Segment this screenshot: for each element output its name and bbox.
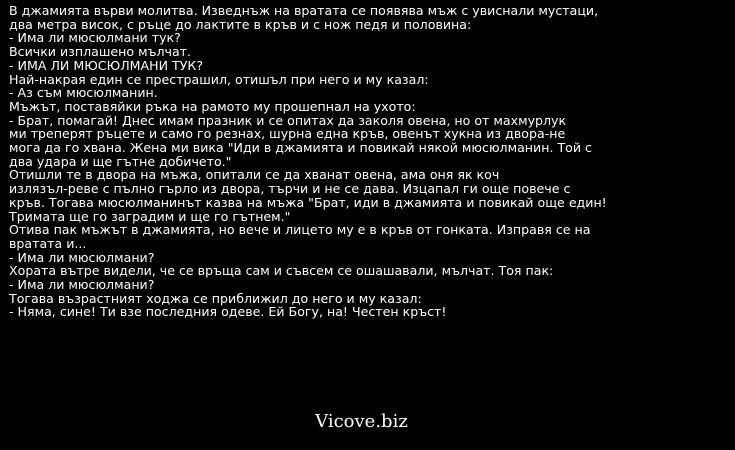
joke-line: мога да го хвана. Жена ми вика "Иди в джамията и повикай някой мюсюлманин. Той с bbox=[9, 140, 592, 156]
joke-line: - ИМА ЛИ МЮСЮЛМАНИ ТУК? bbox=[9, 57, 204, 73]
joke-line: Хората вътре видели, че се връща сам и съвсем се ошашавали, мълчат. Тоя пак: bbox=[9, 263, 554, 279]
joke-line: В джамията върви молитва. Изведнъж на вратата се появява мъж с увиснали мустаци, bbox=[9, 3, 599, 18]
joke-text-block bbox=[9, 4, 731, 319]
joke-line: - Аз съм мюсюлманин. bbox=[9, 85, 158, 101]
joke-line: - Има ли мюсюлмани? bbox=[9, 277, 155, 293]
joke-line: Всички изплашено мълчат. bbox=[9, 44, 192, 60]
joke-line: - Няма, сине! Ти взе последния одеве. Ей Богу, на! Честен кръст! bbox=[9, 304, 447, 320]
joke-line: два удара и ще гътне добичето." bbox=[9, 153, 232, 169]
joke-line: Отишли те в двора на мъжа, опитали се да хванат овена, ама оня як коч bbox=[9, 167, 500, 183]
joke-line: - Има ли мюсюлмани? bbox=[9, 249, 155, 265]
joke-line: - Има ли мюсюлмани тук? bbox=[9, 30, 181, 46]
joke-line: Тримата ще го заградим и ще го гътнем." bbox=[9, 208, 291, 224]
joke-line: Отива пак мъжът в джамията, но вече и лицето му е в кръв от гонката. Изправя се на bbox=[9, 222, 591, 238]
joke-line: Тогава възрастният ходжа се приближил до него и му казал: bbox=[9, 290, 422, 306]
joke-line: ми треперят ръцете и само го резнах, шурна една кръв, овенът хукна из двора-не bbox=[9, 126, 566, 142]
joke-line: два метра висок, с ръце до лактите в кръв и с нож педя и половина: bbox=[9, 16, 472, 32]
site-watermark: Vicove.biz bbox=[315, 411, 408, 432]
joke-line: Най-накрая един се престрашил, отишъл при него и му казал: bbox=[9, 71, 429, 87]
joke-line: вратата и... bbox=[9, 235, 87, 251]
joke-line: излязъл-реве с пълно гърло из двора, търчи и не се дава. Изцапал ги още повече с bbox=[9, 181, 571, 197]
joke-line: Мъжът, поставяйки ръка на рамото му прошепнал на ухото: bbox=[9, 98, 416, 114]
joke-line: - Брат, помагай! Днес имам празник и се опитах да заколя овена, но от махмурлук bbox=[9, 112, 567, 128]
joke-line: кръв. Тогава мюсюлманинът казва на мъжа "Брат, иди в джамията и повикай още един! bbox=[9, 194, 607, 210]
